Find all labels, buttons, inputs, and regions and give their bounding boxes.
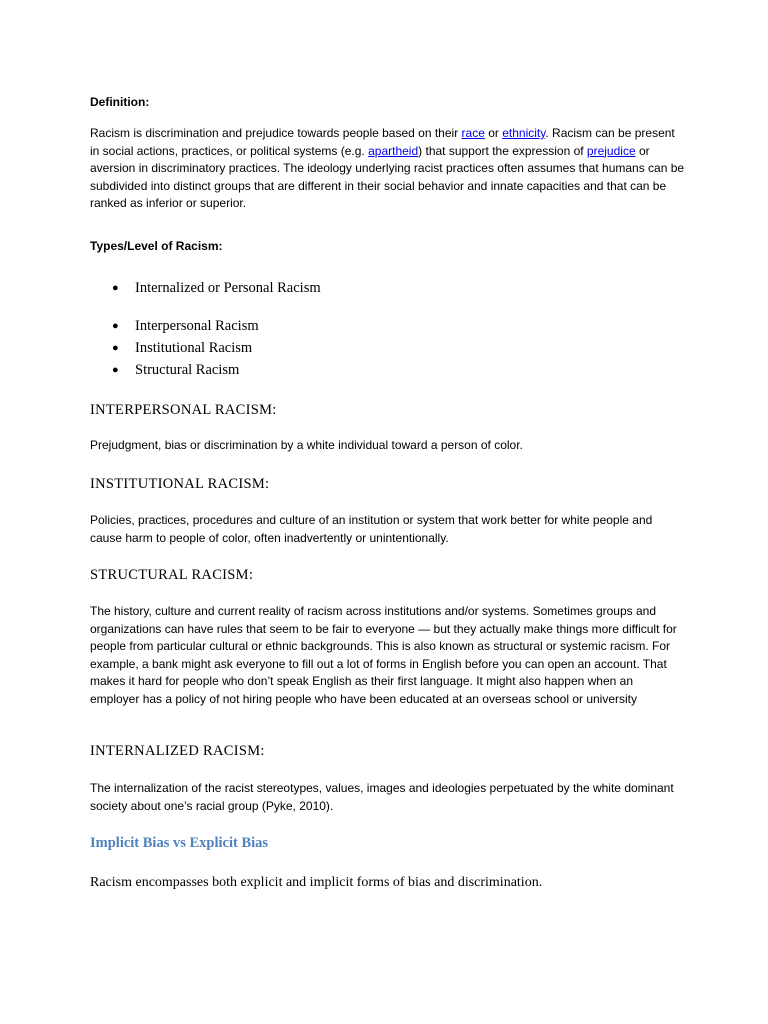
implicit-bias-body: Racism encompasses both explicit and implicit forms of bias and discrimination.	[90, 875, 543, 890]
list-item-label: Interpersonal Racism	[135, 318, 259, 334]
list-item-label: Institutional Racism	[135, 340, 253, 356]
link-ethnicity[interactable]: ethnicity	[502, 126, 546, 140]
internalized-body: The internalization of the racist stereotypes, values, images and ideologies perpetuated by the white dominant society about one’s racial group (Pyke, 2010).	[90, 781, 674, 813]
internalized-heading: INTERNALIZED RACISM:	[90, 743, 265, 759]
institutional-heading: INSTITUTIONAL RACISM:	[90, 476, 270, 492]
bullet-icon: ●	[112, 342, 119, 354]
link-apartheid[interactable]: apartheid	[368, 143, 419, 158]
definition-label: Definition:	[90, 95, 150, 109]
definition-text-2: or	[484, 126, 503, 140]
bullet-icon: ●	[112, 282, 119, 294]
list-item	[90, 315, 650, 337]
bullet-icon: ●	[112, 364, 119, 376]
institutional-body: Policies, practices, procedures and culture of an institution or system that work better for white people and cause harm to people of color, often inadvertently or unintentionally.	[90, 513, 653, 545]
list-item	[90, 277, 650, 299]
definition-text-4: ) that support the expression of	[418, 143, 587, 158]
definition-text-3: . Racism can be present in social actions, practices, or political systems (e.g.	[90, 126, 675, 158]
interpersonal-heading: INTERPERSONAL RACISM:	[90, 402, 277, 418]
definition-paragraph	[90, 125, 685, 213]
types-list	[90, 277, 650, 381]
list-item-label: Structural Racism	[135, 362, 240, 378]
structural-body: The history, culture and current reality of racism across institutions and/or systems. Sometimes groups and organizations can have rules that seem to be fair to everyone — but they actually make things more difficult for people from particular cultural or ethnic backgrounds. This is also known as structural or systemic racism. For example, a bank might ask everyone to fill out a lot of forms in English before you can open an account. That makes it hard for people who don’t speak English as their first language. It might also happen when an employer has a policy of not hiring people who have been educated at an overseas school or university	[90, 604, 677, 706]
implicit-bias-heading: Implicit Bias vs Explicit Bias	[90, 835, 269, 851]
list-item	[90, 337, 650, 359]
definition-text-1: Racism is discrimination and prejudice towards people based on their	[90, 126, 462, 140]
list-item	[90, 359, 650, 381]
link-race[interactable]: race	[461, 126, 485, 140]
structural-heading: STRUCTURAL RACISM:	[90, 567, 254, 583]
interpersonal-body: Prejudgment, bias or discrimination by a white individual toward a person of color.	[90, 438, 523, 452]
list-item-label: Internalized or Personal Racism	[135, 280, 321, 296]
types-label: Types/Level of Racism:	[90, 239, 223, 253]
bullet-icon: ●	[112, 320, 119, 332]
link-prejudice[interactable]: prejudice	[586, 143, 636, 158]
definition-text-5: or aversion in discriminatory practices. The ideology underlying racist practices often assumes that humans can be subdivided into distinct groups that are different in their social behavior and innate capacities and that can be ranked as inferior or superior.	[90, 143, 685, 210]
